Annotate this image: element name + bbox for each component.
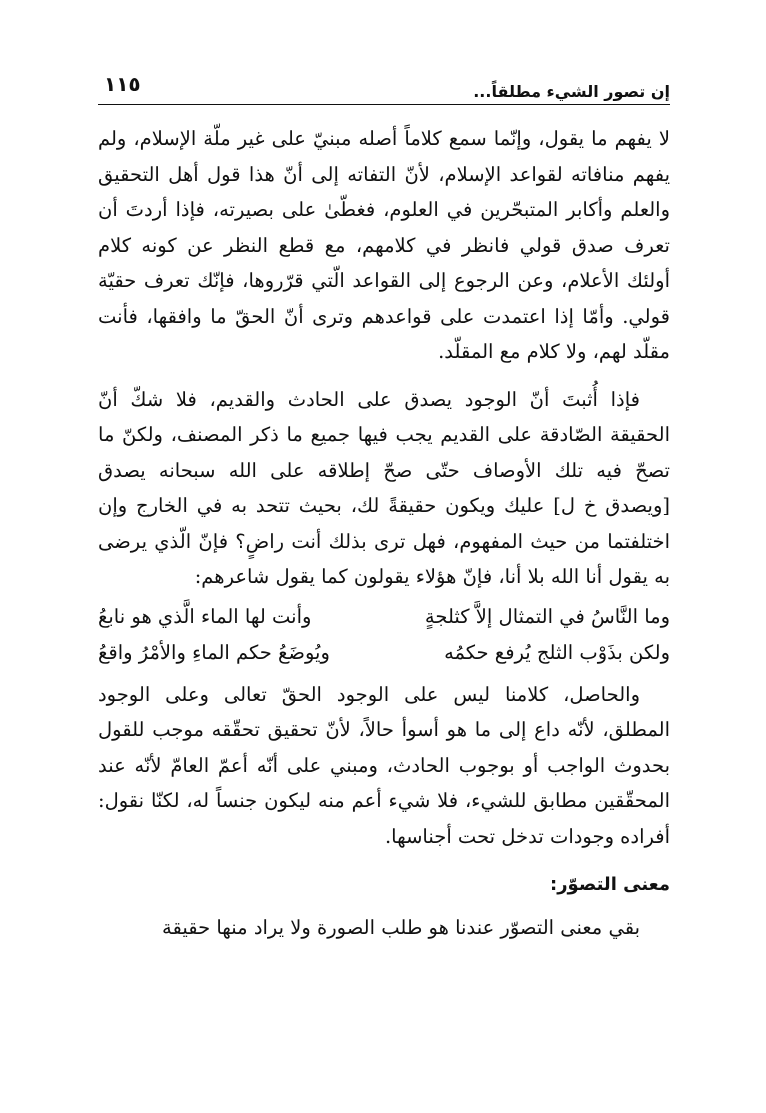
page-header — [98, 66, 670, 105]
verse-2 — [98, 635, 670, 671]
verse-2-first-hemistich: ولكن بذَوْب الثلج يُرفع حكمُه — [444, 640, 670, 664]
paragraph-3: والحاصل، كلامنا ليس على الوجود الحقّ تعالى وعلى الوجود المطلق، لأنّه داع إلى ما هو أسوأ حالاً، لأنّ تحقيق تحقّقه موجب للقول بحدوث الواجب أو بوجوب الحادث، ومبني على أنّه أعمّ العامّ لأنّه عند المحقّقين مطابق للشيء، فلا شيء أعم منه ليكون جنساً له، لكنّا نقول: أفراده وجودات تدخل تحت أجناسها. — [98, 682, 670, 848]
paragraph-2: فإذا أُثبتَ أنّ الوجود يصدق على الحادث والقديم، فلا شكّ أنّ الحقيقة الصّادقة على القديم يجب فيها جميع ما ذكر المصنف، ولكنّ ما تصحّ فيه تلك الأوصاف حتّى صحّ إطلاقه على الله سبحانه يصدق [ويصدق خ ل] عليك ويكون حقيقةً لك، بحيث تتحد به في الخارج وإن اختلفتما من حيث المفهوم، فهل ترى بذلك أنت راضٍ؟ فإنّ الّذي يرضى به يقول أنا الله بلا أنا، فإنّ هؤلاء يقولون كما يقول شاعرهم: — [98, 387, 670, 588]
section-heading: معنى التصوّر: — [550, 874, 670, 895]
verse-1 — [98, 599, 670, 635]
poem — [98, 599, 670, 671]
running-title: إن تصور الشيء مطلقاً... — [473, 82, 670, 101]
page-body — [98, 121, 670, 946]
book-page — [98, 66, 670, 946]
verse-1-first-hemistich: وما النَّاسُ في التمثال إلاَّ كثلجةٍ — [424, 604, 670, 628]
paragraph-1: لا يفهم ما يقول، وإنّما سمع كلاماً أصله مبنيّ على غير ملّة الإسلام، ولم يفهم منافاته لقواعد الإسلام، لأنّ التفاته إلى أنّ هذا قول أهل التحقيق والعلم وأكابر المتبحّرين في العلوم، فغطّىٰ على بصيرته، فإذا أردتَ أن تعرف صدق قولي فانظر في كلامهم، مع قطع النظر عن كونه كلام أولئك الأعلام، وعن الرجوع إلى القواعد الّتي قرّروها، فإنّك تعرف حقيّة قولي. وأمّا إذا اعتمدت على قواعدهم وترى أنّ الحقّ ما وافقها، فأنت مقلّد لهم، ولا كلام مع المقلّد. — [98, 127, 670, 363]
page-number: ١١٥ — [104, 72, 141, 96]
section-first-line: بقي معنى التصوّر عندنا هو طلب الصورة ولا يراد منها حقيقة — [162, 916, 640, 939]
verse-2-second-hemistich: ويُوضَعُ حكم الماءِ والأمْرُ واقعُ — [98, 640, 330, 664]
verse-1-second-hemistich: وأنت لها الماء الَّذي هو نابعُ — [98, 604, 312, 628]
